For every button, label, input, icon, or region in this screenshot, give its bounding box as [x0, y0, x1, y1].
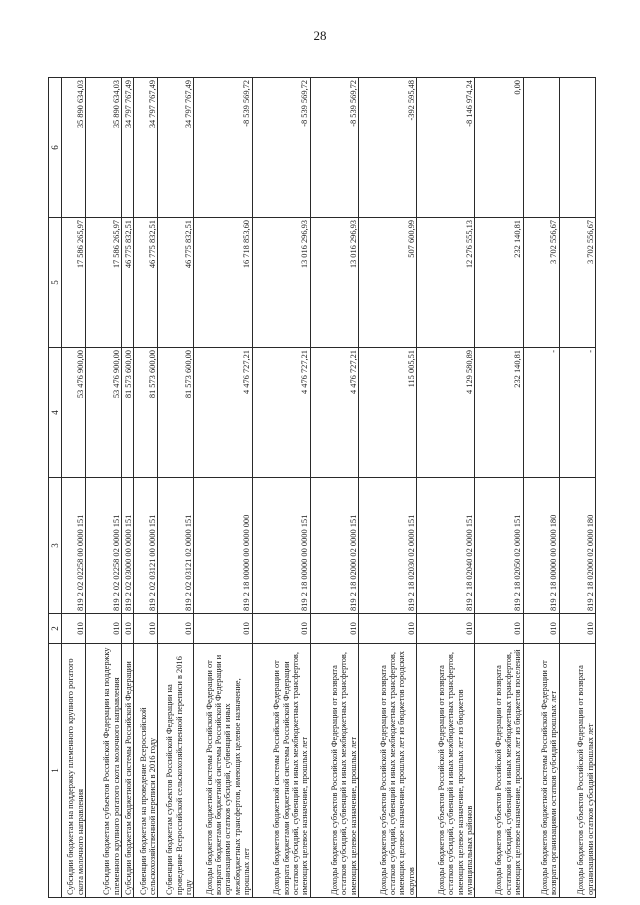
table-row: [86, 78, 122, 898]
budget-classification-code: 819 2 18 02040 02 0000 151: [417, 478, 475, 614]
amount-plan: 81 573 600,00: [122, 348, 134, 478]
row-code: 010: [158, 614, 194, 644]
amount-executed: 16 718 853,60: [194, 218, 252, 348]
row-description: Доходы бюджетов бюджетной системы Российской Федерации от возврата организациями остатков субсидий прошлых лет: [523, 644, 559, 898]
amount-plan: 4 476 727,21: [310, 348, 358, 478]
row-code: 010: [194, 614, 252, 644]
row-code: 010: [86, 614, 122, 644]
row-code: 010: [252, 614, 310, 644]
amount-remaining: -8 539 569,72: [194, 78, 252, 218]
amount-remaining: 0,00: [475, 78, 523, 218]
amount-executed: 46 775 832,51: [158, 218, 194, 348]
table-row: [475, 78, 523, 898]
table-row: [310, 78, 358, 898]
row-description: Доходы бюджетов бюджетной системы Российской Федерации от возврата бюджетами бюджетной системы Российской Федерации и организациями остатков субсидий, субвенций и иных межбюджетных трансфертов, имеющих целевое назначение, прошлых лет: [194, 644, 252, 898]
row-code: 010: [122, 614, 134, 644]
amount-plan: 81 573 600,00: [158, 348, 194, 478]
amount-executed: 46 775 832,51: [122, 218, 134, 348]
row-description: Субвенции бюджетам субъектов Российской Федерации на проведение Всероссийской сельскохозяйственной переписи в 2016 году: [158, 644, 194, 898]
table-row: [252, 78, 310, 898]
amount-plan: 53 476 900,00: [86, 348, 122, 478]
table-row: [559, 78, 595, 898]
amount-executed: 507 600,99: [359, 218, 417, 348]
amount-executed: 3 702 556,67: [559, 218, 595, 348]
row-description: Доходы бюджетов субъектов Российской Федерации от возврата организациями остатков субсидий прошлых лет: [559, 644, 595, 898]
amount-remaining: -8 146 974,24: [417, 78, 475, 218]
column-header: 1: [49, 644, 62, 898]
amount-plan: 4 129 580,89: [417, 348, 475, 478]
budget-classification-code: 819 2 02 03000 00 0000 151: [122, 478, 134, 614]
budget-classification-code: 819 2 18 02050 02 0000 151: [475, 478, 523, 614]
amount-executed: 46 775 832,51: [134, 218, 158, 348]
amount-remaining: 35 890 634,03: [86, 78, 122, 218]
amount-executed: 232 140,81: [475, 218, 523, 348]
column-header: 5: [49, 218, 62, 348]
amount-remaining: 34 797 767,49: [122, 78, 134, 218]
table-row: [158, 78, 194, 898]
budget-classification-code: 819 2 02 02258 02 0000 151: [86, 478, 122, 614]
row-description: Доходы бюджетов субъектов Российской Федерации от возврата остатков субсидий, субвенций и иных межбюджетных трансфертов, имеющих целевое назначение, прошлых лет из бюджетов поселений: [475, 644, 523, 898]
row-code: 010: [559, 614, 595, 644]
amount-plan: -: [523, 348, 559, 478]
table-row: [417, 78, 475, 898]
budget-classification-code: 819 2 18 00000 00 0000 151: [252, 478, 310, 614]
column-header: 4: [49, 348, 62, 478]
header-row: [49, 78, 62, 898]
row-description: Доходы бюджетов субъектов Российской Федерации от возврата остатков субсидий, субвенций и иных межбюджетных трансфертов, имеющих целевое назначение, прошлых лет из бюджетов муниципальных районов: [417, 644, 475, 898]
table-row: [122, 78, 134, 898]
amount-remaining: -8 539 569,72: [252, 78, 310, 218]
amount-plan: 4 476 727,21: [194, 348, 252, 478]
row-description: Субсидии бюджетам на поддержку племенного крупного рогатого скота молочного направления: [62, 644, 86, 898]
row-code: 010: [475, 614, 523, 644]
amount-executed: 12 276 555,13: [417, 218, 475, 348]
table-row: [62, 78, 86, 898]
column-header: 2: [49, 614, 62, 644]
row-description: Доходы бюджетов бюджетной системы Российской Федерации от возврата бюджетами бюджетной системы Российской Федерации остатков субсидий, субвенций и иных межбюджетных трансфертов, имеющих целевое назначение, прошлых лет: [252, 644, 310, 898]
row-code: 010: [62, 614, 86, 644]
budget-classification-code: 819 2 18 02000 02 0000 180: [559, 478, 595, 614]
amount-plan: 81 573 600,00: [134, 348, 158, 478]
row-code: 010: [359, 614, 417, 644]
budget-table-container: [48, 78, 596, 898]
amount-remaining: [523, 78, 559, 218]
column-header: 3: [49, 478, 62, 614]
column-header: 6: [49, 78, 62, 218]
amount-plan: -: [559, 348, 595, 478]
row-description: Доходы бюджетов субъектов Российской Федерации от возврата остатков субсидий, субвенций и иных межбюджетных трансфертов, имеющих целевое назначение, прошлых лет: [310, 644, 358, 898]
amount-executed: 3 702 556,67: [523, 218, 559, 348]
table-row: [523, 78, 559, 898]
row-description: Субсидии бюджетам бюджетной системы Российской Федерации: [122, 644, 134, 898]
amount-executed: 13 016 296,93: [252, 218, 310, 348]
row-code: 010: [523, 614, 559, 644]
row-code: 010: [134, 614, 158, 644]
table-body: [62, 78, 596, 898]
budget-table: [48, 77, 596, 898]
row-code: 010: [310, 614, 358, 644]
budget-classification-code: 819 2 02 02258 00 0000 151: [62, 478, 86, 614]
amount-plan: 115 005,51: [359, 348, 417, 478]
amount-executed: 17 586 265,97: [86, 218, 122, 348]
row-description: Доходы бюджетов субъектов Российской Федерации от возврата остатков субсидий, субвенций и иных межбюджетных трансфертов, имеющих целевое назначение, прошлых лет из бюджетов городских округов: [359, 644, 417, 898]
amount-remaining: -8 539 569,72: [310, 78, 358, 218]
amount-executed: 13 016 296,93: [310, 218, 358, 348]
amount-plan: 53 476 900,00: [62, 348, 86, 478]
page-number: 28: [313, 28, 327, 43]
amount-remaining: 34 797 767,49: [158, 78, 194, 218]
amount-remaining: -392 595,48: [359, 78, 417, 218]
budget-classification-code: 819 2 02 03121 02 0000 151: [158, 478, 194, 614]
amount-remaining: 34 797 767,49: [134, 78, 158, 218]
row-code: 010: [417, 614, 475, 644]
amount-executed: 17 586 265,97: [62, 218, 86, 348]
amount-plan: 4 476 727,21: [252, 348, 310, 478]
budget-classification-code: 819 2 18 00000 00 0000 000: [194, 478, 252, 614]
row-description: Субсидии бюджетам субъектов Российской Федерации на поддержку племенного крупного рогатого скота молочного направления: [86, 644, 122, 898]
row-description: Субвенции бюджетам на проведение Всероссийской сельскохозяйственной переписи в 2016 году: [134, 644, 158, 898]
budget-classification-code: 819 2 18 02030 02 0000 151: [359, 478, 417, 614]
budget-classification-code: 819 2 02 03121 00 0000 151: [134, 478, 158, 614]
amount-plan: 232 140,81: [475, 348, 523, 478]
table-row: [134, 78, 158, 898]
table-row: [194, 78, 252, 898]
amount-remaining: 35 890 634,03: [62, 78, 86, 218]
amount-remaining: [559, 78, 595, 218]
budget-classification-code: 819 2 18 00000 00 0000 180: [523, 478, 559, 614]
table-row: [359, 78, 417, 898]
budget-classification-code: 819 2 18 02000 02 0000 151: [310, 478, 358, 614]
